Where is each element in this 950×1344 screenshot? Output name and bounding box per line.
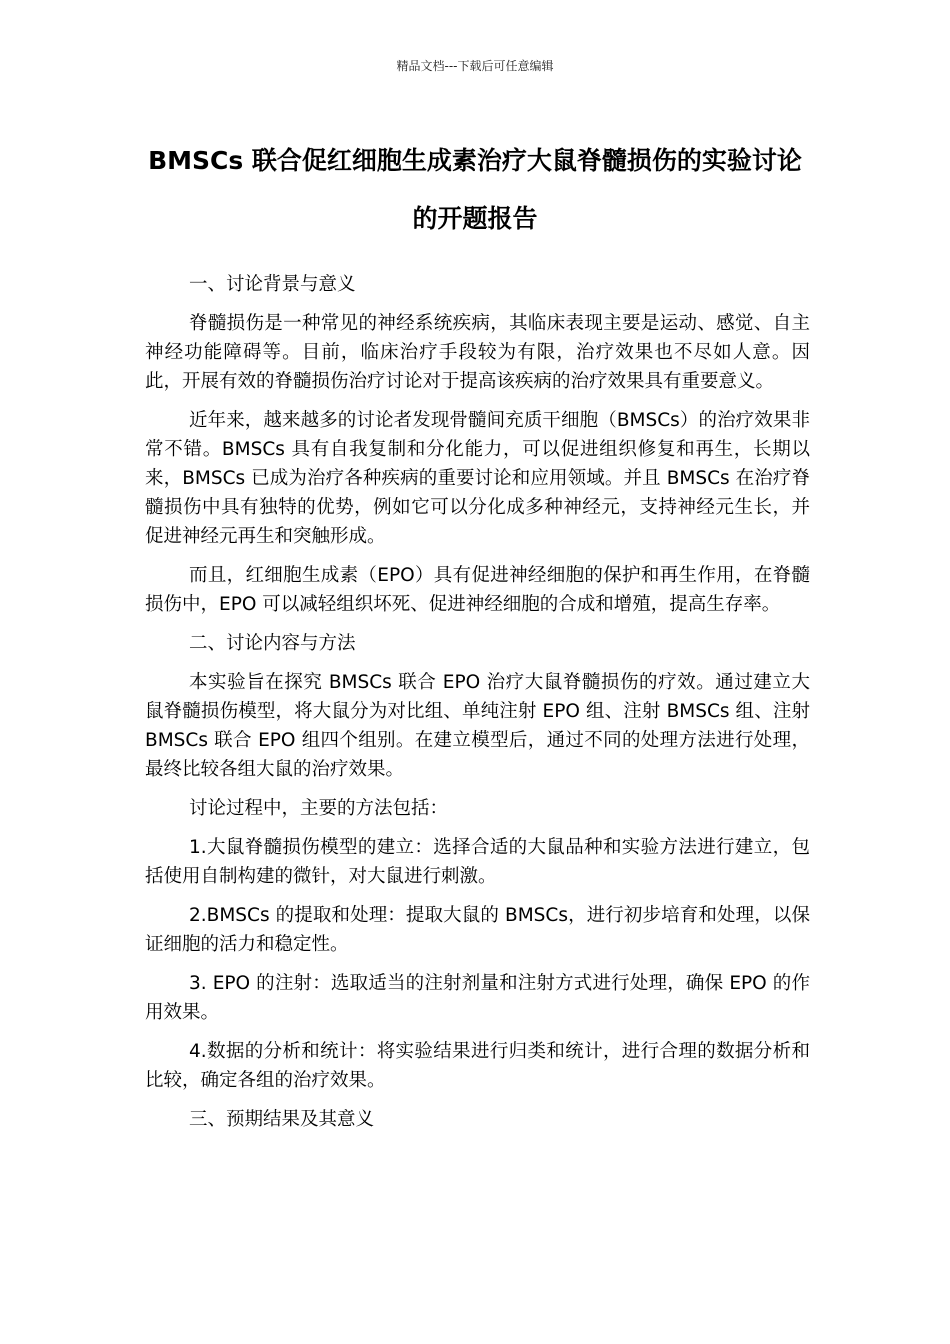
paragraph-background-1: 脊髓损伤是一种常见的神经系统疾病，其临床表现主要是运动、感觉、自主神经功能障碍等。目前，临床治疗手段较为有限，治疗效果也不尽如人意。因此，开展有效的脊髓损伤治疗讨论对于提高该疾病的治疗效果具有重要意义。 [145, 313, 810, 392]
document-body [145, 270, 810, 1144]
section-heading-background: 一、讨论背景与意义 [189, 274, 356, 295]
paragraph-methods-1: 本实验旨在探究 BMSCs 联合 EPO 治疗大鼠脊髓损伤的疗效。通过建立大鼠脊髓损伤模型，将大鼠分为对比组、单纯注射 EPO 组、注射 BMSCs 组、注射 BMSCs 联合 EPO 组四个组别。在建立模型后，通过不同的处理方法进行处理，最终比较各组大鼠的治疗效果。 [145, 672, 810, 780]
paragraph-background-3: 而且，红细胞生成素（EPO）具有促进神经细胞的保护和再生作用，在脊髓损伤中，EPO 可以减轻组织坏死、促进神经细胞的合成和增殖，提高生存率。 [145, 565, 810, 615]
method-item-3: 3. EPO 的注射：选取适当的注射剂量和注射方式进行处理，确保 EPO 的作用效果。 [145, 973, 810, 1023]
method-item-1: 1.大鼠脊髓损伤模型的建立：选择合适的大鼠品种和实验方法进行建立，包括使用自制构建的微针，对大鼠进行刺激。 [145, 837, 810, 887]
document-title: BMSCs 联合促红细胞生成素治疗大鼠脊髓损伤的实验讨论的开题报告 [148, 146, 802, 233]
paragraph-background-2: 近年来，越来越多的讨论者发现骨髓间充质干细胞（BMSCs）的治疗效果非常不错。BMSCs 具有自我复制和分化能力，可以促进组织修复和再生，长期以来，BMSCs 已成为治疗各种疾病的重要讨论和应用领域。并且 BMSCs 在治疗脊髓损伤中具有独特的优势，例如它可以分化成多种神经元，支持神经元生长，并促进神经元再生和突触形成。 [145, 410, 810, 547]
section-heading-expected-results: 三、预期结果及其意义 [189, 1109, 375, 1130]
method-item-2: 2.BMSCs 的提取和处理：提取大鼠的 BMSCs，进行初步培育和处理，以保证细胞的活力和稳定性。 [145, 905, 810, 955]
method-item-4: 4.数据的分析和统计：将实验结果进行归类和统计，进行合理的数据分析和比较，确定各组的治疗效果。 [145, 1041, 810, 1091]
header-note: 精品文档---下载后可任意编辑 [396, 59, 554, 73]
section-heading-methods: 二、讨论内容与方法 [189, 633, 356, 654]
paragraph-methods-2: 讨论过程中，主要的方法包括： [189, 798, 449, 819]
